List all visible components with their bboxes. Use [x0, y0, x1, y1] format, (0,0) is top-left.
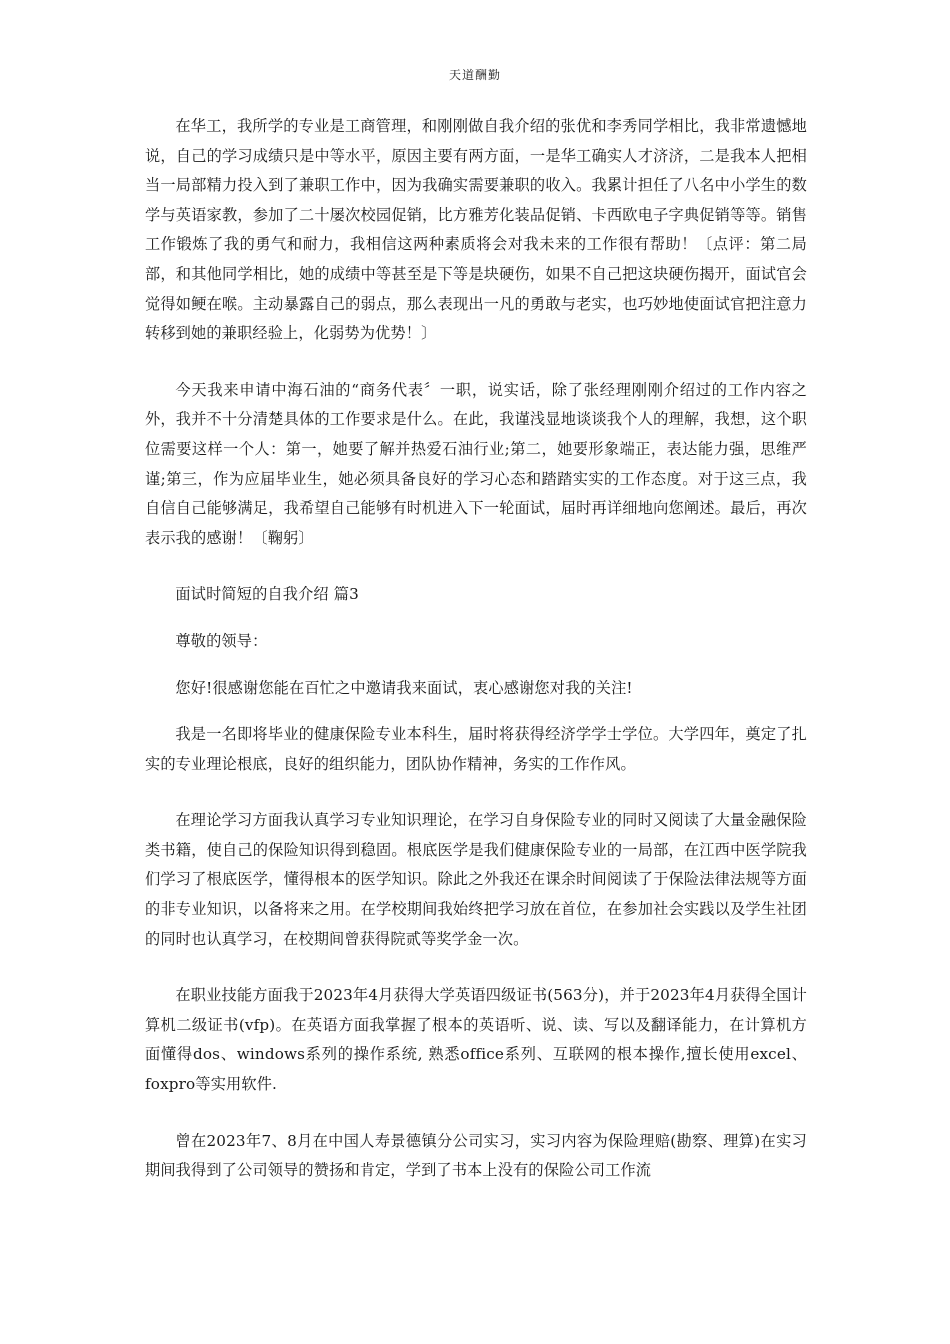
paragraph-job-application: 今天我来申请中海石油的“商务代表〞一职，说实话，除了张经理刚刚介绍过的工作内容之外，我并不十分清楚具体的工作要求是什么。在此，我谨浅显地谈谈我个人的理解，我想，这个职位需要这样一个人：第一，她要了解并热爱石油行业;第二，她要形象端正，表达能力强，思维严谨;第三，作为应届毕业生，她必须具备良好的学习心态和踏踏实实的工作态度。对于这三点，我自信自己能够满足，我希望自己能够有时机进入下一轮面试，届时再详细地向您阐述。最后，再次表示我的感谢！〔鞠躬〕 — [145, 380, 807, 547]
salutation: 尊敬的领导： — [175, 631, 268, 650]
greeting-line: 您好!很感谢您能在百忙之中邀请我来面试，衷心感谢您对我的关注! — [175, 678, 633, 697]
paragraph-skills: 在职业技能方面我于2023年4月获得大学英语四级证书(563分)，并于2023年4月获得全国计算机二级证书(vfp)。在英语方面我掌握了根本的英语听、说、读、写以及翻译能力，在计算机方面懂得dos、windows系列的操作系统, 熟悉office系列、互联网的根本操作,擅长使用excel、foxpro等实用软件. — [145, 986, 807, 1094]
paragraph-study-grades: 在华工，我所学的专业是工商管理，和刚刚做自我介绍的张优和李秀同学相比，我非常遗憾地说，自己的学习成绩只是中等水平，原因主要有两方面，一是华工确实人才济济，二是我本人把相当一局部精力投入到了兼职工作中，因为我确实需要兼职的收入。我累计担任了八名中小学生的数学与英语家教，参加了二十屡次校园促销，比方雅芳化装品促销、卡西欧电子字典促销等等。销售工作锻炼了我的勇气和耐力，我相信这两种素质将会对我未来的工作很有帮助！〔点评：第二局部，和其他同学相比，她的成绩中等甚至是下等是块硬伤，如果不自己把这块硬伤揭开，面试官会觉得如鲠在喉。主动暴露自己的弱点，那么表现出一凡的勇敢与老实，也巧妙地使面试官把注意力转移到她的兼职经验上，化弱势为优势！〕 — [145, 117, 807, 343]
paragraph-theory-study: 在理论学习方面我认真学习专业知识理论，在学习自身保险专业的同时又阅读了大量金融保险类书籍，使自己的保险知识得到稳固。根底医学是我们健康保险专业的一局部，在江西中医学院我们学习了根底医学，懂得根本的医学知识。除此之外我还在课余时间阅读了于保险法律法规等方面的非专业知识，以备将来之用。在学校期间我始终把学习放在首位，在参加社会实践以及学生社团的同时也认真学习，在校期间曾获得院贰等奖学金一次。 — [145, 811, 807, 948]
page-header: 天道酬勤 — [448, 68, 501, 82]
section-heading: 面试时简短的自我介绍 篇3 — [175, 585, 359, 604]
document-body — [145, 112, 807, 1213]
paragraph-introduction: 我是一名即将毕业的健康保险专业本科生，届时将获得经济学学士学位。大学四年，奠定了扎实的专业理论根底，良好的组织能力，团队协作精神，务实的工作作风。 — [145, 725, 807, 773]
paragraph-internship: 曾在2023年7、8月在中国人寿景德镇分公司实习，实习内容为保险理赔(勘察、理算)在实习期间我得到了公司领导的赞扬和肯定，学到了书本上没有的保险公司工作流 — [145, 1131, 807, 1180]
